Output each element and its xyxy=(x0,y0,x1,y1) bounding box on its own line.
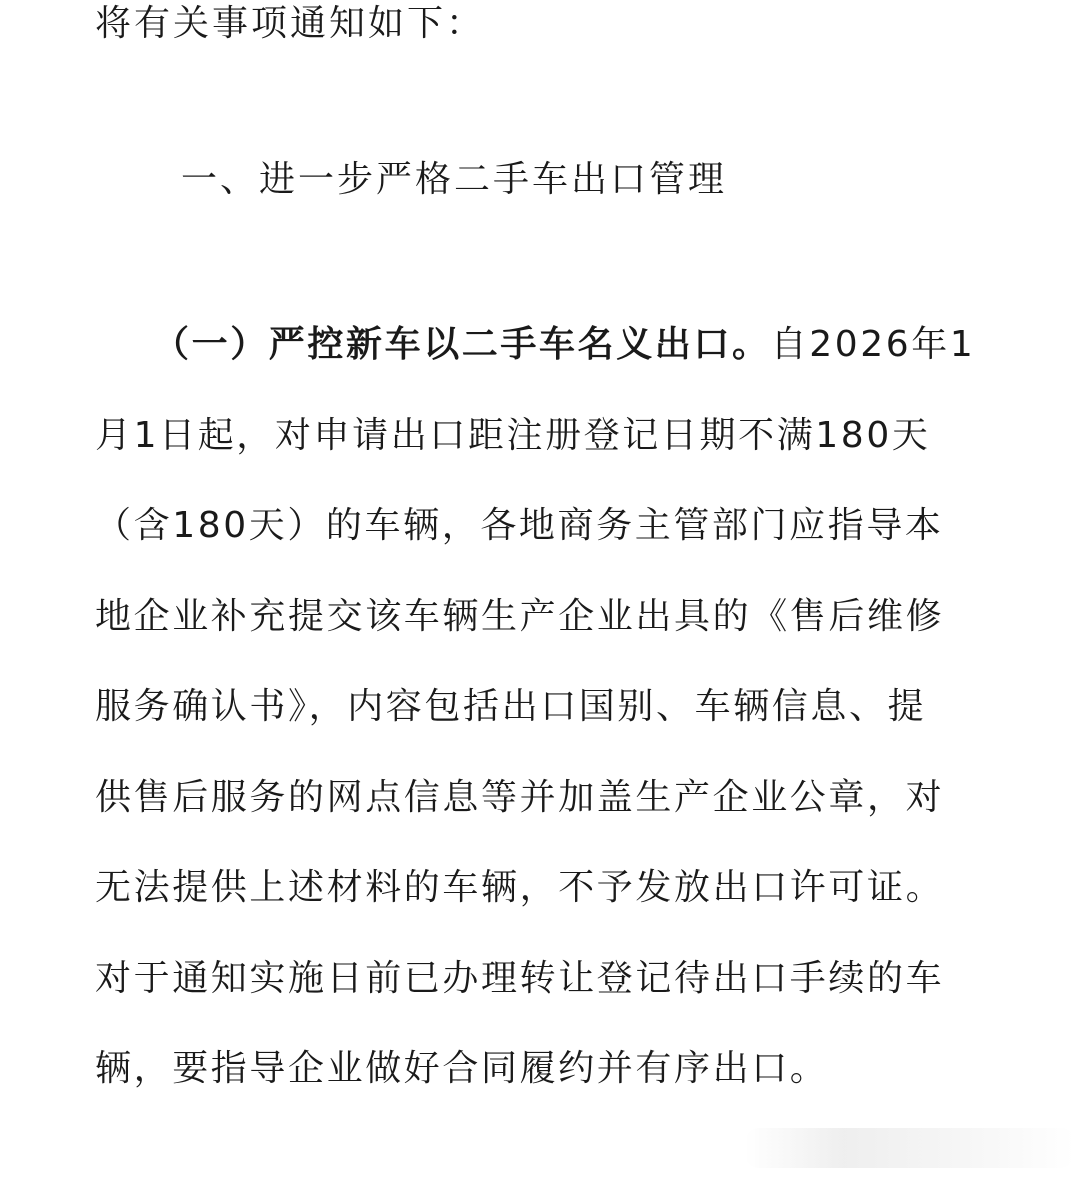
paragraph-bold-lead: （一）严控新车以二手车名义出口。 xyxy=(153,324,771,365)
paragraph-line: （含180天）的车辆，各地商务主管部门应指导本 xyxy=(95,505,944,546)
paragraph-line: 地企业补充提交该车辆生产企业出具的《售后维修 xyxy=(95,595,945,637)
paragraph-line: 月1日起，对申请出口距注册登记日期不满180天 xyxy=(95,414,931,456)
paragraph-line xyxy=(95,300,995,391)
paragraph-line: 供售后服务的网点信息等并加盖生产企业公章，对 xyxy=(95,776,945,818)
intro-text: 将有关事项通知如下： xyxy=(95,3,486,44)
section-heading: 一、进一步严格二手车出口管理 xyxy=(181,159,728,200)
watermark-smudge xyxy=(745,1128,1075,1168)
paragraph-lead-rest: 自2026年1 xyxy=(770,324,976,365)
paragraph-line: 服务确认书》，内容包括出口国别、车辆信息、提 xyxy=(95,686,927,727)
paragraph-line: 辆，要指导企业做好合同履约并有序出口。 xyxy=(95,1048,829,1089)
paragraph-line: 无法提供上述材料的车辆，不予发放出口许可证。 xyxy=(95,867,945,908)
paragraph-body xyxy=(95,300,995,1115)
paragraph-line: 对于通知实施日前已办理转让登记待出口手续的车 xyxy=(95,957,945,999)
